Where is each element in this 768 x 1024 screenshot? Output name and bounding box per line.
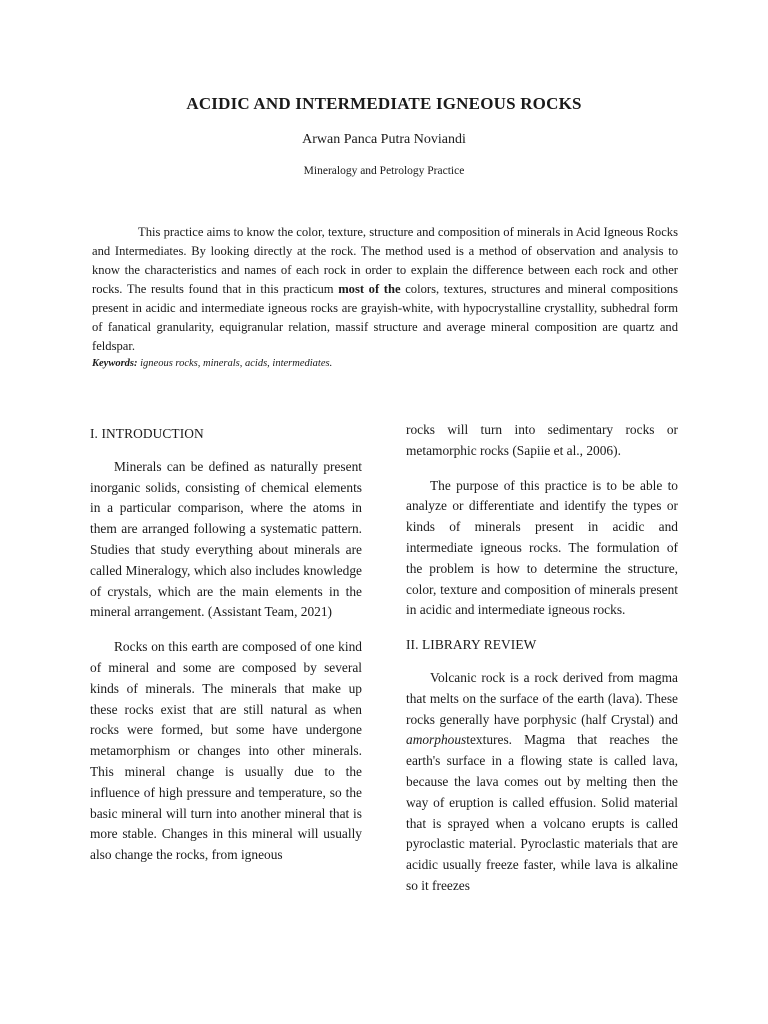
- section-heading-library-review: II. LIBRARY REVIEW: [406, 637, 537, 653]
- intro-paragraph-3: The purpose of this practice is to be able to analyze or differentiate and identify the types or kinds of minerals present in acidic and intermediate igneous rocks. The formulation of the problem is how to determine the structure, color, texture and composition of minerals present in acidic and intermediate igneous rocks.: [406, 477, 678, 618]
- intro-paragraph-2: Rocks on this earth are composed of one kind of mineral and some are composed by several kinds of minerals. The minerals that make up these rocks exist that are still natural as when rocks were formed, but some have undergone metamorphism or changes into other minerals. This mineral change is usually due to the influence of high pressure and temperature, so the basic mineral will turn into another mineral that is more stable. Changes in this mineral will usually also change the rocks, from igneous: [90, 639, 362, 863]
- keywords: [92, 358, 678, 369]
- intro-paragraph-1: Minerals can be defined as naturally present inorganic solids, consisting of chemical elements in a particular comparison, where the atoms in them are arranged following a systematic pattern. Studies that study everything about minerals are called Mineralogy, which also includes knowledge of crystals, which are the main elements in the mineral arrangement. (Assistant Team, 2021): [90, 458, 362, 620]
- abstract-text-b: colors, textures, structures and mineral compositions present in acidic and intermediate igneous rocks are grayish-white, with hypocrystalline crystallity, subhedral form of fanatical granularity, equigranular relation, massif structure and average mineral composition are quartz and feldspar.: [92, 282, 678, 353]
- keywords-text: igneous rocks, minerals, acids, intermediates.: [137, 358, 333, 369]
- intro-paragraph-continued: rocks will turn into sedimentary rocks or metamorphic rocks (Sapiie et al., 2006).: [406, 422, 678, 458]
- abstract-text-a: This practice aims to know the color, texture, structure and composition of minerals in Acid Igneous Rocks and Intermediates. By looking directly at the rock. The method used is a method of observation and analysis to know the characteristics and names of each rock in order to explain the difference between each rock and other rocks. The results found that in this practicum: [92, 225, 678, 296]
- abstract-bold: most of the: [338, 282, 401, 296]
- author-name: Arwan Panca Putra Noviandi: [302, 132, 466, 147]
- section-heading-introduction: I. INTRODUCTION: [90, 426, 204, 441]
- affiliation: Mineralogy and Petrology Practice: [303, 165, 465, 177]
- keywords-label: Keywords:: [92, 358, 138, 369]
- library-paragraph-1: [406, 668, 678, 897]
- library-text-italic: amorphous: [406, 732, 467, 748]
- right-column: [406, 420, 678, 911]
- library-text-a: Volcanic rock is a rock derived from magma that melts on the surface of the earth (lava). These rocks generally have porphysic (half Crystal) and: [406, 669, 678, 727]
- left-column: [90, 420, 362, 880]
- library-text-b: textures. Magma that reaches the earth's surface in a flowing state is called lava, because the lava comes out by melting then the way of eruption is called effusion. Solid material that is sprayed when a volcano erupts is called pyroclastic material. Pyroclastic materials that are acidic usually freeze faster, while lava is alkaline so it freezes: [406, 732, 678, 893]
- abstract: [92, 223, 678, 356]
- paper-title: ACIDIC AND INTERMEDIATE IGNEOUS ROCKS: [186, 94, 582, 113]
